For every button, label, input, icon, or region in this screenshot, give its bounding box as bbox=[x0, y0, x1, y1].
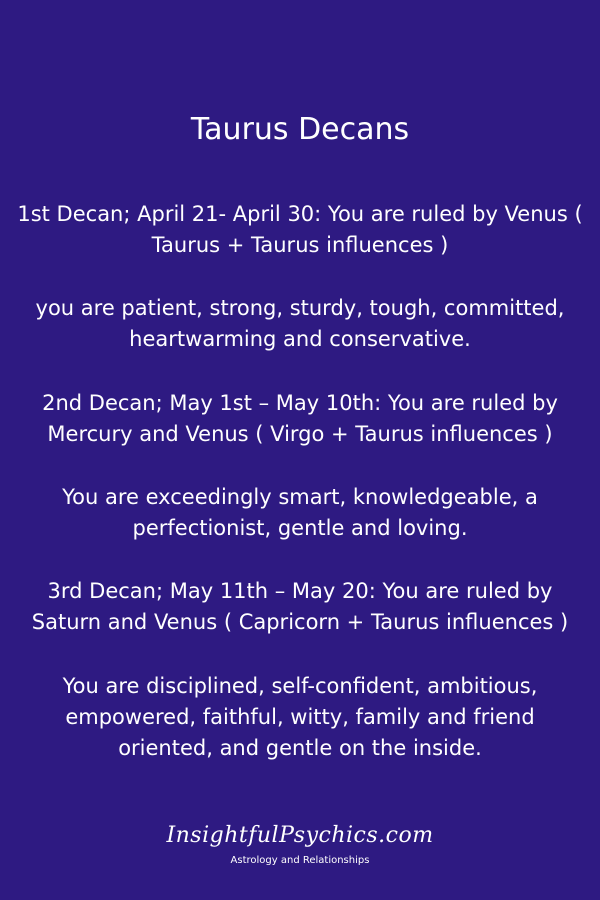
brand-name: InsightfulPsychics.com bbox=[166, 823, 434, 848]
decan-1-traits: you are patient, strong, sturdy, tough, committed, heartwarming and conservative. bbox=[35, 296, 565, 351]
page-title: Taurus Decans bbox=[190, 112, 410, 147]
brand-logo bbox=[0, 822, 600, 868]
brand-tagline: Astrology and Relationships bbox=[230, 855, 370, 866]
decan-2-traits: You are exceedingly smart, knowledgeable, a perfectionist, gentle and loving. bbox=[62, 485, 538, 540]
decan-3-heading: 3rd Decan; May 11th – May 20: You are ruled by Saturn and Venus ( Capricorn + Taurus influences ) bbox=[31, 579, 569, 634]
decan-2-heading: 2nd Decan; May 1st – May 10th: You are ruled by Mercury and Venus ( Virgo + Taurus influences ) bbox=[42, 391, 558, 446]
decan-3-traits: You are disciplined, self-confident, ambitious, empowered, faithful, witty, family and friend oriented, and gentle on the inside. bbox=[62, 674, 538, 760]
decan-1-heading: 1st Decan; April 21- April 30: You are ruled by Venus ( Taurus + Taurus influences ) bbox=[17, 202, 583, 257]
